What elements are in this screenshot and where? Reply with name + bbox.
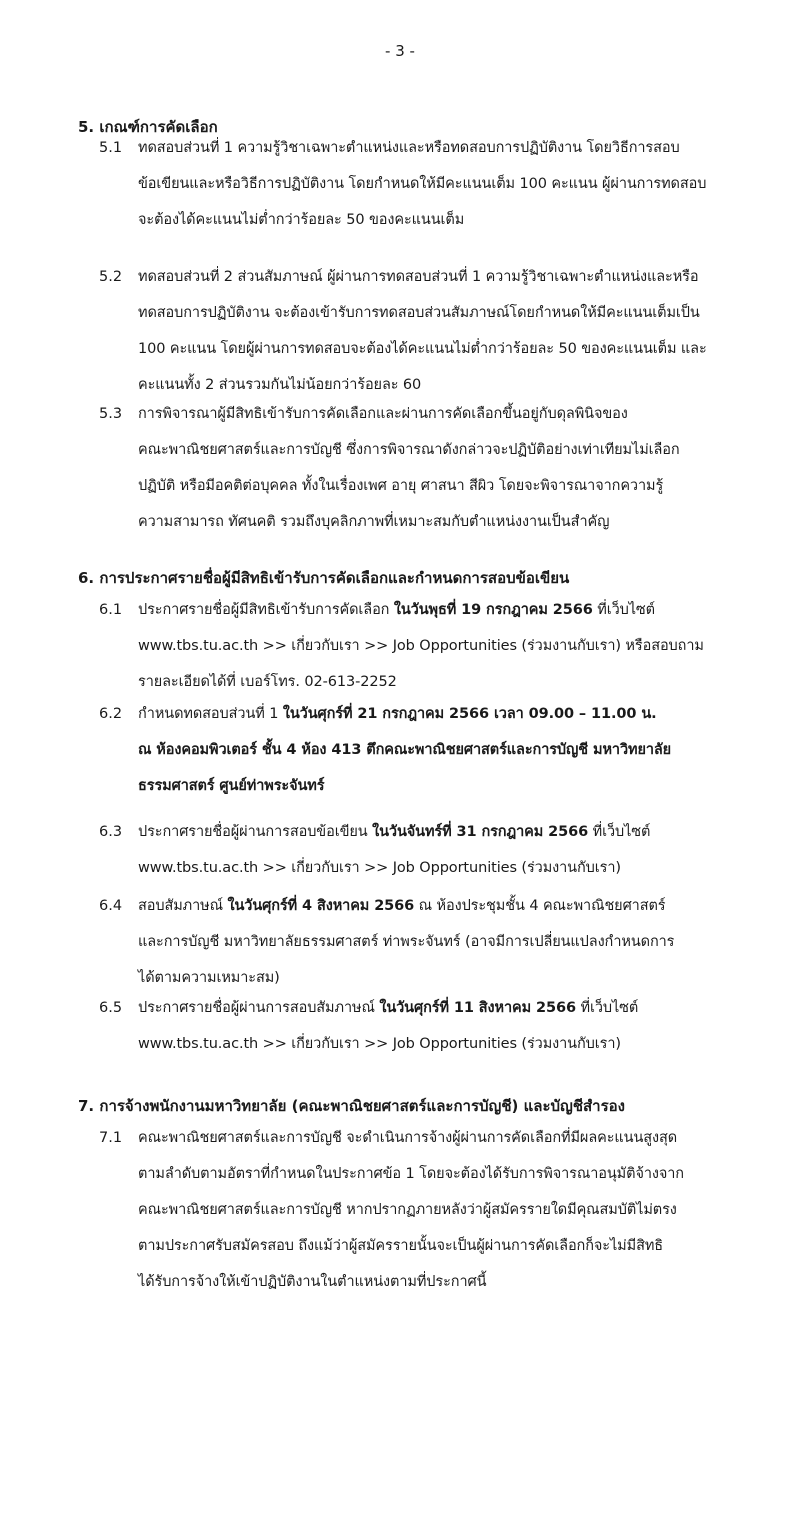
clause-number: 5.3 <box>99 406 123 422</box>
clause-line <box>138 595 655 625</box>
clause-line <box>138 399 628 429</box>
clause-line <box>138 1231 663 1261</box>
clause-line <box>138 334 707 364</box>
body-text: ตามลำดับตามอัตราที่กำหนดในประกาศข้อ 1 โดยจะต้องได้รับการพิจารณาอนุมัติจ้างจาก <box>138 1166 684 1182</box>
clause-line <box>138 262 698 292</box>
body-text: ประกาศรายชื่อผู้มีสิทธิเข้ารับการคัดเลือก <box>138 602 394 618</box>
clause-line <box>138 963 280 993</box>
clause-line <box>138 853 621 883</box>
clause-line <box>138 817 650 847</box>
clause-line <box>138 298 700 328</box>
body-text: ประกาศรายชื่อผู้ผ่านการสอบข้อเขียน <box>138 824 373 840</box>
clause-line <box>138 699 657 729</box>
section-heading-6: 6. การประกาศรายชื่อผู้มีสิทธิเข้ารับการคัดเลือกและกำหนดการสอบข้อเขียน <box>78 569 570 587</box>
body-text: ข้อเขียนและหรือวิธีการปฏิบัติงาน โดยกำหนดให้มีคะแนนเต็ม 100 คะแนน ผู้ผ่านการทดสอบ <box>138 176 707 192</box>
body-text: ที่เว็บไซต์ <box>592 602 655 618</box>
body-text: www.tbs.tu.ac.th >> เกี่ยวกับเรา >> Job Opportunities (ร่วมงานกับเรา) <box>138 860 621 876</box>
body-text: จะต้องได้คะแนนไม่ต่ำกว่าร้อยละ 50 ของคะแนนเต็ม <box>138 212 465 228</box>
clause-line <box>138 631 704 661</box>
clause-line <box>138 1123 677 1153</box>
body-text: ปฏิบัติ หรือมีอคติต่อบุคคล ทั้งในเรื่องเพศ อายุ ศาสนา สีผิว โดยจะพิจารณาจากความรู้ <box>138 478 664 494</box>
body-text: ณ ห้องประชุมชั้น 4 คณะพาณิชยศาสตร์ <box>414 898 666 914</box>
body-text: www.tbs.tu.ac.th >> เกี่ยวกับเรา >> Job Opportunities (ร่วมงานกับเรา) หรือสอบถาม <box>138 638 704 654</box>
clause-number: 6.1 <box>99 602 123 618</box>
body-text: สอบสัมภาษณ์ <box>138 898 228 914</box>
clause-number: 6.4 <box>99 898 123 914</box>
clause-number: 6.3 <box>99 824 123 840</box>
body-text: คณะพาณิชยศาสตร์และการบัญชี ซึ่งการพิจารณาดังกล่าวจะปฏิบัติอย่างเท่าเทียมไม่เลือก <box>138 442 680 458</box>
clause-number: 7.1 <box>99 1130 123 1146</box>
body-text: ที่เว็บไซต์ <box>576 1000 639 1016</box>
emphasis-text: ในวันศุกร์ที่ 11 สิงหาคม 2566 <box>379 1000 576 1016</box>
body-text: การพิจารณาผู้มีสิทธิเข้ารับการคัดเลือกและผ่านการคัดเลือกขึ้นอยู่กับดุลพินิจของ <box>138 406 628 422</box>
body-text: ตามประกาศรับสมัครสอบ ถึงแม้ว่าผู้สมัครรายนั้นจะเป็นผู้ผ่านการคัดเลือกก็จะไม่มีสิทธิ <box>138 1238 664 1254</box>
body-text: ได้รับการจ้างให้เข้าปฏิบัติงานในตำแหน่งตามที่ประกาศนี้ <box>138 1274 487 1290</box>
clause-line <box>138 205 464 235</box>
emphasis-text: ธรรมศาสตร์ ศูนย์ท่าพระจันทร์ <box>138 778 325 794</box>
page-number: - 3 - <box>385 42 415 60</box>
body-text: ทดสอบส่วนที่ 2 ส่วนสัมภาษณ์ ผู้ผ่านการทดสอบส่วนที่ 1 ความรู้วิชาเฉพาะตำแหน่งและหรือ <box>138 269 699 285</box>
body-text: กำหนดทดสอบส่วนที่ 1 <box>138 706 283 722</box>
clause-line <box>138 1195 677 1225</box>
clause-line <box>138 471 663 501</box>
clause-line <box>138 169 706 199</box>
emphasis-text: ในวันพุธที่ 19 กรกฎาคม 2566 <box>393 602 593 618</box>
body-text: ทดสอบการปฏิบัติงาน จะต้องเข้ารับการทดสอบส่วนสัมภาษณ์โดยกำหนดให้มีคะแนนเต็มเป็น <box>138 305 700 321</box>
section-heading-7: 7. การจ้างพนักงานมหาวิทยาลัย (คณะพาณิชยศาสตร์และการบัญชี) และบัญชีสำรอง <box>78 1097 625 1115</box>
body-text: คณะพาณิชยศาสตร์และการบัญชี หากปรากฏภายหลังว่าผู้สมัครรายใดมีคุณสมบัติไม่ตรง <box>138 1202 677 1218</box>
body-text: 100 คะแนน โดยผู้ผ่านการทดสอบจะต้องได้คะแนนไม่ต่ำกว่าร้อยละ 50 ของคะแนนเต็ม และ <box>138 341 707 357</box>
body-text: www.tbs.tu.ac.th >> เกี่ยวกับเรา >> Job Opportunities (ร่วมงานกับเรา) <box>138 1036 621 1052</box>
clause-number: 6.2 <box>99 706 123 722</box>
clause-line <box>138 735 671 765</box>
clause-line <box>138 1029 621 1059</box>
clause-line <box>138 771 324 801</box>
clause-line <box>138 507 609 537</box>
clause-line <box>138 133 680 163</box>
emphasis-text: ในวันศุกร์ที่ 21 กรกฎาคม 2566 เวลา 09.00 – 11.00 น. <box>282 706 657 722</box>
body-text: ได้ตามความเหมาะสม) <box>138 970 280 986</box>
body-text: รายละเอียดได้ที่ เบอร์โทร. 02-613-2252 <box>138 674 397 690</box>
emphasis-text: ณ ห้องคอมพิวเตอร์ ชั้น 4 ห้อง 413 ตึกคณะพาณิชยศาสตร์และการบัญชี มหาวิทยาลัย <box>138 742 672 758</box>
clause-line <box>138 435 680 465</box>
clause-line <box>138 1159 684 1189</box>
clause-line <box>138 370 421 400</box>
body-text: ความสามารถ ทัศนคติ รวมถึงบุคลิกภาพที่เหมาะสมกับตำแหน่งงานเป็นสำคัญ <box>138 514 610 530</box>
body-text: และการบัญชี มหาวิทยาลัยธรรมศาสตร์ ท่าพระจันทร์ (อาจมีการเปลี่ยนแปลงกำหนดการ <box>138 934 675 950</box>
clause-line <box>138 993 638 1023</box>
body-text: คณะพาณิชยศาสตร์และการบัญชี จะดำเนินการจ้างผู้ผ่านการคัดเลือกที่มีผลคะแนนสูงสุด <box>138 1130 678 1146</box>
clause-line <box>138 891 665 921</box>
clause-number: 6.5 <box>99 1000 123 1016</box>
body-text: คะแนนทั้ง 2 ส่วนรวมกันไม่น้อยกว่าร้อยละ 60 <box>138 377 422 393</box>
emphasis-text: ในวันศุกร์ที่ 4 สิงหาคม 2566 <box>227 898 415 914</box>
clause-line <box>138 1267 486 1297</box>
body-text: ทดสอบส่วนที่ 1 ความรู้วิชาเฉพาะตำแหน่งและหรือทดสอบการปฏิบัติงาน โดยวิธีการสอบ <box>138 140 680 156</box>
body-text: ที่เว็บไซต์ <box>588 824 651 840</box>
body-text: ประกาศรายชื่อผู้ผ่านการสอบสัมภาษณ์ <box>138 1000 380 1016</box>
clause-number: 5.2 <box>99 269 123 285</box>
clause-line <box>138 667 397 697</box>
emphasis-text: ในวันจันทร์ที่ 31 กรกฎาคม 2566 <box>372 824 589 840</box>
section-heading-5: 5. เกณฑ์การคัดเลือก <box>78 118 218 136</box>
clause-number: 5.1 <box>99 140 123 156</box>
clause-line <box>138 927 674 957</box>
